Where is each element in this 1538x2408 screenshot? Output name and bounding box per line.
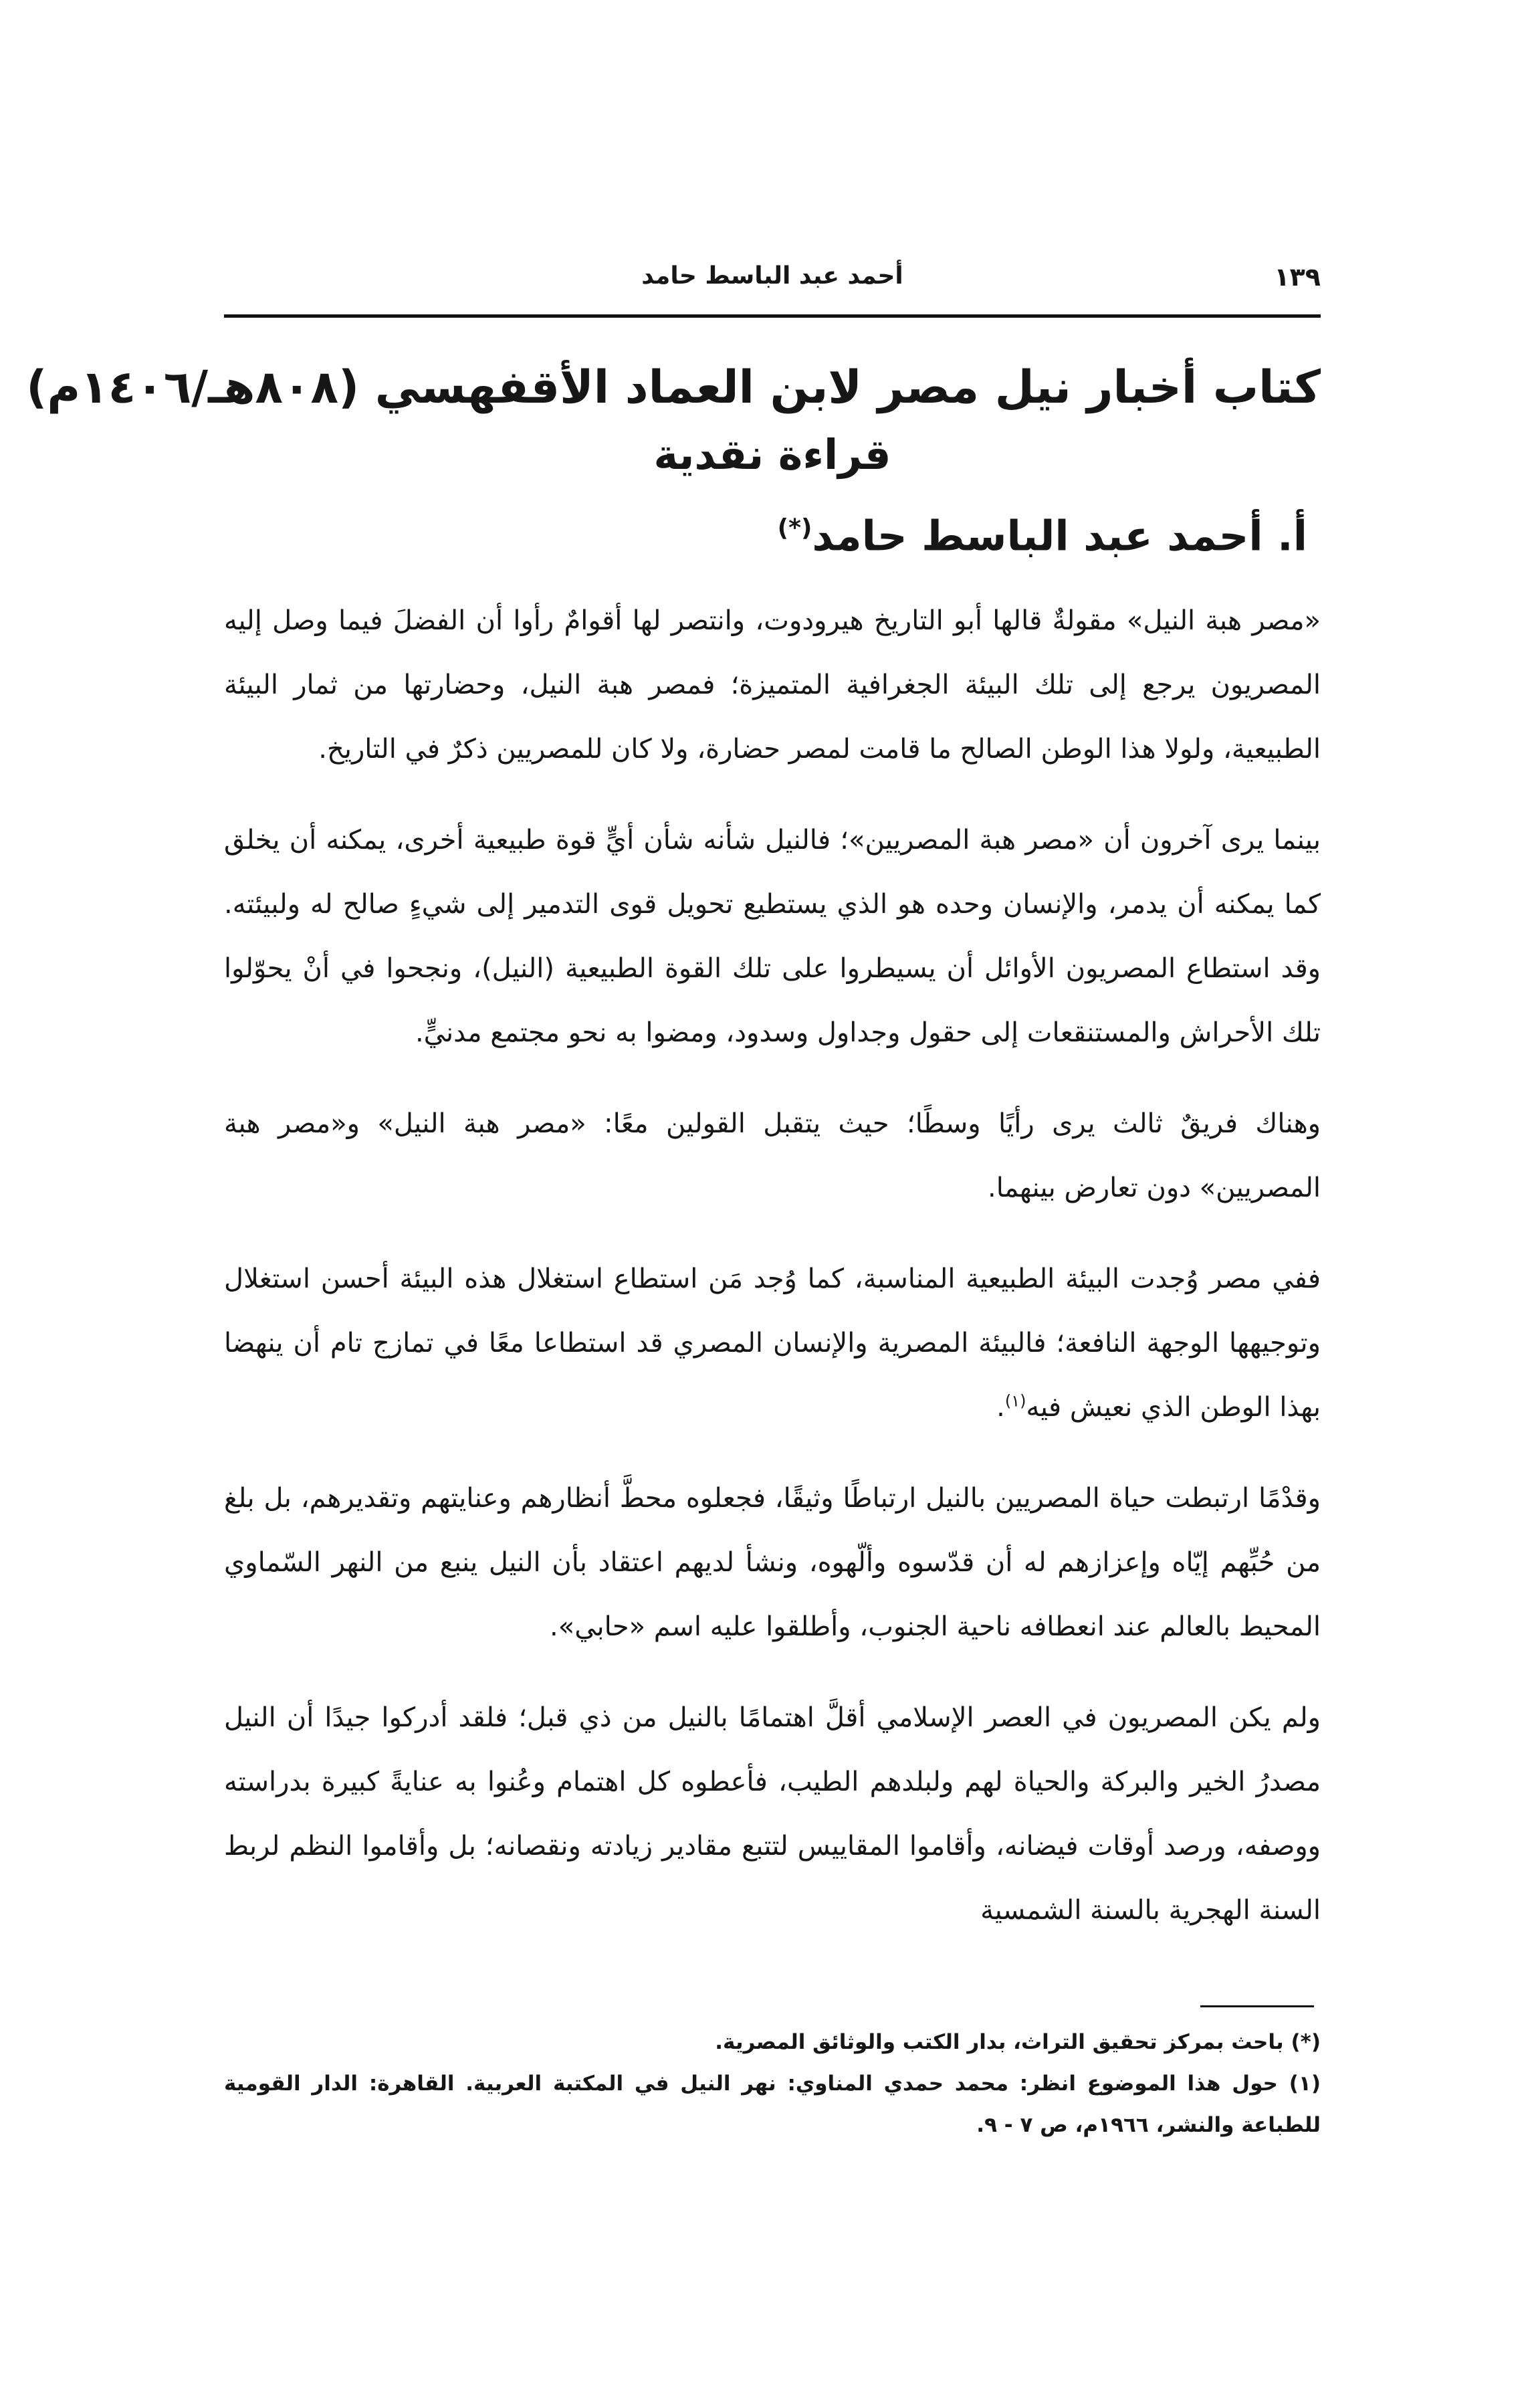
article-body: [224, 589, 1321, 1969]
article-byline: [778, 502, 1307, 563]
body-paragraph: بينما يرى آخرون أن «مصر هبة المصريين»؛ فالنيل شأنه شأن أيٍّ قوة طبيعية أخرى، يمكنه أن يخلق كما يمكنه أن يدمر، والإنسان وحده هو الذي يستطيع تحويل قوى التدمير إلى شيءٍ صالح له ولبيئته. وقد استطاع المصريون الأوائل أن يسيطروا على تلك القوة الطبيعية (النيل)، ونجحوا في أنْ يحوّلوا تلك الأحراش والمستنقعات إلى حقول وجداول وسدود، ومضوا به نحو مجتمع مدنيٍّ.: [224, 825, 1321, 1048]
body-paragraph: وقدْمًا ارتبطت حياة المصريين بالنيل ارتباطًا وثيقًا، فجعلوه محطَّ أنظارهم وعنايتهم وتقديرهم، بل بلغ من حُبِّهم إيّاه وإعزازهم له أن قدّسوه وألّهوه، ونشأ لديهم اعتقاد بأن النيل ينبع من النهر السّماوي المحيط بالعالم عند انعطافه ناحية الجنوب، وأطلقوا عليه اسم «حابي».: [224, 1483, 1321, 1642]
paragraph-text: ففي مصر وُجدت البيئة الطبيعية المناسبة، كما وُجد مَن استطاع استغلال هذه البيئة أحسن استغلال وتوجيهها الوجهة النافعة؛ فالبيئة المصرية والإنسان المصري قد استطاعا معًا في تمازج تام أن ينهضا بهذا الوطن الذي نعيش فيه: [224, 1264, 1321, 1423]
footnote-separator: [1200, 2005, 1314, 2007]
paragraph-end-punctuation: .: [996, 1392, 1005, 1423]
article-title: كتاب أخبار نيل مصر لابن العماد الأقفهسي (٨٠٨هـ/١٤٠٦م): [26, 361, 1321, 414]
body-paragraph: ولم يكن المصريون في العصر الإسلامي أقلَّ اهتمامًا بالنيل من ذي قبل؛ فلقد أدركوا جيدًا أن النيل مصدرُ الخير والبركة والحياة لهم ولبلدهم الطيب، فأعطوه كل اهتمام وعُنوا به عنايةً كبيرة بدراسته ووصفه، ورصد أوقات فيضانه، وأقاموا المقاييس لتتبع مقادير زيادته ونقصانه؛ بل وأقاموا النظم لربط السنة الهجرية بالسنة الشمسية: [224, 1702, 1321, 1926]
running-header-author: أحمد عبد الباسط حامد: [641, 262, 903, 290]
running-header: [224, 262, 1321, 302]
footnotes: [224, 2021, 1321, 2146]
byline-name: أ. أحمد عبد الباسط حامد: [812, 511, 1307, 561]
footnote-reference: (١): [1004, 1391, 1026, 1411]
footnote: (*) باحث بمركز تحقيق التراث، بدار الكتب والوثائق المصرية.: [715, 2030, 1321, 2054]
byline-footnote-marker: (*): [777, 514, 812, 542]
body-paragraph: [224, 1247, 1321, 1439]
body-paragraph: وهناك فريقٌ ثالث يرى رأيًا وسطًا؛ حيث يتقبل القولين معًا: «مصر هبة النيل» و«مصر هبة المصريين» دون تعارض بينهما.: [224, 1108, 1321, 1203]
footnote: (١) حول هذا الموضوع انظر: محمد حمدي المناوي: نهر النيل في المكتبة العربية. القاهرة: الدار القومية للطباعة والنشر، ١٩٦٦م، ص ٧ - ٩.: [224, 2072, 1321, 2137]
header-rule: [224, 314, 1321, 318]
page-number: ١٣٩: [1274, 262, 1321, 292]
article-subtitle: قراءة نقدية: [653, 430, 891, 479]
body-paragraph: «مصر هبة النيل» مقولةٌ قالها أبو التاريخ هيرودوت، وانتصر لها أقوامٌ رأوا أن الفضلَ فيما وصل إليه المصريون يرجع إلى تلك البيئة الجغرافية المتميزة؛ فمصر هبة النيل، وحضارتها من ثمار البيئة الطبيعية، ولولا هذا الوطن الصالح ما قامت لمصر حضارة، ولا كان للمصريين ذكرٌ في التاريخ.: [224, 605, 1321, 765]
